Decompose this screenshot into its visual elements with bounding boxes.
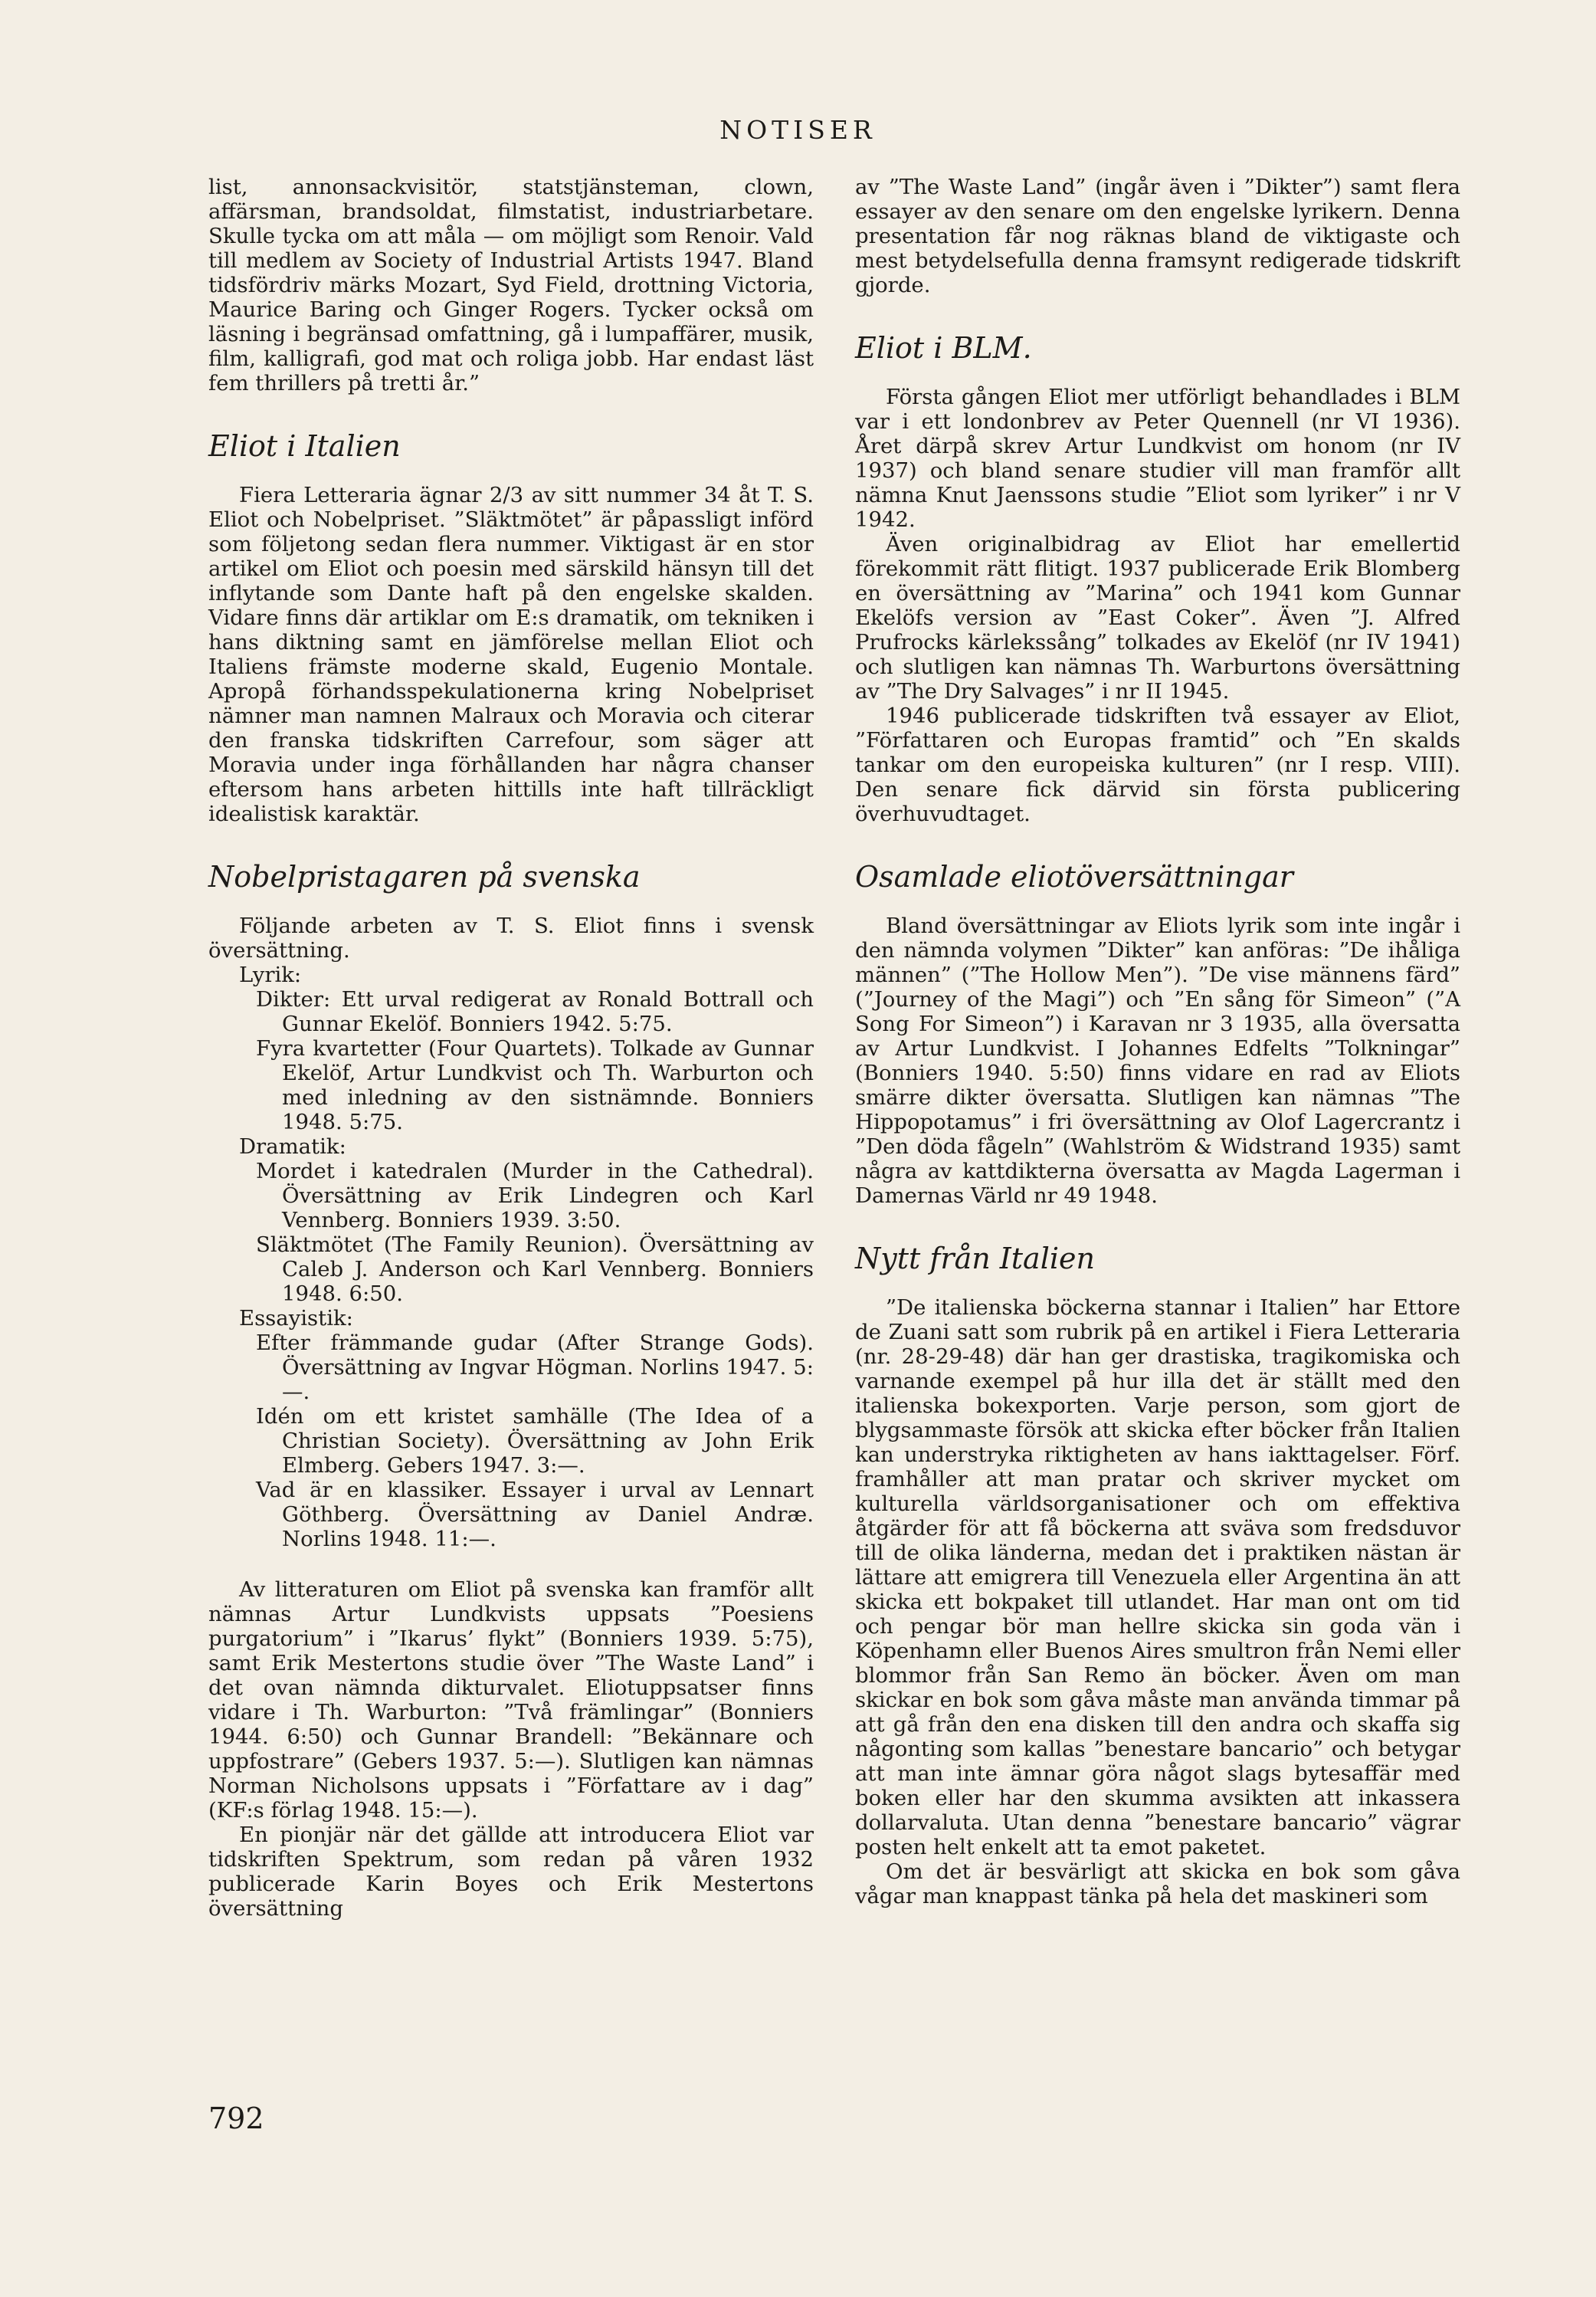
continued-paragraph: av ”The Waste Land” (ingår även i ”Dikter”) samt flera essayer av den senare om den engelske lyrikern. Denna presentation får nog räknas bland de viktigaste och mest betydelsefulla denna framsynt redigerade tidskrift gjorde. bbox=[855, 175, 1460, 297]
dramatik-label: Dramatik: bbox=[239, 1134, 346, 1159]
right-column bbox=[855, 175, 1460, 1908]
lyrik-label: Lyrik: bbox=[239, 963, 302, 987]
heading-nytt-fran-italien: Nytt från Italien bbox=[855, 1242, 1095, 1275]
blm-paragraph-3: 1946 publicerade tidskriften två essayer av Eliot, ”Författaren och Europas framtid” och ”En skalds tankar om den europeiska kulturen” (nr I resp. VIII). Den senare fick därvid sin första publicering överhuvudtaget. bbox=[855, 704, 1460, 826]
bibliography-entry: Dikter: Ett urval redigerat av Ronald Bottrall och Gunnar Ekelöf. Bonniers 1942. 5:75. bbox=[256, 987, 814, 1036]
section-gap bbox=[208, 1551, 814, 1577]
nobel-paragraph: Följande arbeten av T. S. Eliot finns i svensk översättning. bbox=[208, 914, 814, 963]
bibliography-entry: Fyra kvartetter (Four Quartets). Tolkade av Gunnar Ekelöf, Artur Lundkvist och Th. Warburton och med inledning av den sistnämnde. Bonniers 1948. 5:75. bbox=[256, 1036, 814, 1134]
heading-eliot-i-blm: Eliot i BLM. bbox=[855, 331, 1032, 365]
italien-paragraph: Fiera Letteraria ägnar 2/3 av sitt nummer 34 åt T. S. Eliot och Nobelpriset. ”Släktmötet” är påpassligt införd som följetong sedan flera nummer. Viktigast är en stor artikel om Eliot och poesin med särskild hänsyn till det inflytande som Dante haft på den engelske skalden. Vidare finns där artiklar om E:s dramatik, om tekniken i hans diktning samt en jämförelse mellan Eliot och Italiens främste moderne skald, Eugenio Montale. Apropå förhandsspekulationerna kring Nobelpriset nämner man namnen Malraux och Moravia och citerar den franska tidskriften Carrefour, som säger att Moravia under inga förhållanden har några chanser eftersom hans arbeten hittills inte haft tillräckligt idealistisk karaktär. bbox=[208, 483, 814, 826]
running-head: NOTISER bbox=[719, 115, 877, 145]
essayistik-label: Essayistik: bbox=[239, 1306, 353, 1331]
blm-paragraph-1: Första gången Eliot mer utförligt behandlades i BLM var i ett londonbrev av Peter Quennell (nr VI 1936). Året därpå skrev Artur Lundkvist om honom (nr IV 1937) och bland senare studier vill man framför allt nämna Knut Jaenssons studie ”Eliot som lyriker” i nr V 1942. bbox=[855, 385, 1460, 532]
bibliography-entry: Vad är en klassiker. Essayer i urval av Lennart Göthberg. Översättning av Daniel Andræ. Norlins 1948. 11:—. bbox=[256, 1478, 814, 1551]
blm-paragraph-2: Även originalbidrag av Eliot har emellertid förekommit rätt flitigt. 1937 publicerade Erik Blomberg en översättning av ”Marina” och 1941 kom Gunnar Ekelöfs version av ”East Coker”. Även ”J. Alfred Prufrocks kärlekssång” tolkades av Ekelöf (nr IV 1941) och slutligen kan nämnas Th. Warburtons översättning av ”The Dry Salvages” i nr II 1945. bbox=[855, 532, 1460, 704]
intro-paragraph: list, annonsackvisitör, statstjänsteman, clown, affärsman, brandsoldat, filmstatist, industriarbetare. Skulle tycka om att måla — om möjligt som Renoir. Vald till medlem av Society of Industrial Artists 1947. Bland tidsfördriv märks Mozart, Syd Field, drottning Victoria, Maurice Baring och Ginger Rogers. Tycker också om läsning i begränsad omfattning, gå i lumpaffärer, musik, film, kalligrafi, god mat och roliga jobb. Har endast läst fem thrillers på tretti år.” bbox=[208, 175, 814, 395]
osamlade-paragraph: Bland översättningar av Eliots lyrik som inte ingår i den nämnda volymen ”Dikter” kan anföras: ”De ihåliga männen” (”The Hollow Men”). ”De vise männens färd” (”Journey of the Magi”) och ”En sång för Simeon” (”A Song For Simeon”) i Karavan nr 3 1935, alla översatta av Artur Lundkvist. I Johannes Edfelts ”Tolkningar” (Bonniers 1940. 5:50) finns vidare en rad av Eliots smärre dikter översatta. Slutligen kan nämnas ”The Hippopotamus” i fri översättning av Olof Lagercrantz i ”Den döda fågeln” (Wahlström & Widstrand 1935) samt några av kattdikterna översatta av Magda Lagerman i Damernas Värld nr 49 1948. bbox=[855, 914, 1460, 1208]
nytt-paragraph-2: Om det är besvärligt att skicka en bok som gåva vågar man knappast tänka på hela det maskineri som bbox=[855, 1859, 1460, 1908]
pionjar-paragraph: En pionjär när det gällde att introducera Eliot var tidskriften Spektrum, som redan på våren 1932 publicerade Karin Boyes och Erik Mestertons översättning bbox=[208, 1823, 814, 1921]
bibliography-entry: Idén om ett kristet samhälle (The Idea of a Christian Society). Översättning av John Erik Elmberg. Gebers 1947. 3:—. bbox=[256, 1404, 814, 1478]
heading-nobelpristagaren: Nobelpristagaren på svenska bbox=[208, 860, 641, 894]
nytt-paragraph-1: ”De italienska böckerna stannar i Italien” har Ettore de Zuani satt som rubrik på en artikel i Fiera Letteraria (nr. 28-29-48) där han ger drastiska, tragikomiska och varnande exempel på hur illa det är ställt med den italienska bokexporten. Varje person, som gjort de blygsammaste försök att skicka efter böcker från Italien kan understryka riktigheten av hans iakttagelser. Förf. framhåller att man pratar och skriver mycket om kulturella världsorganisationer och om effektiva åtgärder för att få böckerna att sväva som fredsduvor till de olika länderna, medan det i praktiken nästan är lättare att emigrera till Venezuela eller Argentina än att skicka ett bokpaket till utlandet. Har man ont om tid och pengar bör man hellre skicka sin goda vän i Köpenhamn eller Buenos Aires smultron från Nemi eller blommor från San Remo än böcker. Även om man skickar en bok som gåva måste man använda timmar på att gå från den ena disken till den andra och skaffa sig någonting som kallas ”benestare bancario” och betygar att man inte ämnar göra något slags bytesaffär med boken eller har den skumma avsikten att inkassera dollarvaluta. Utan denna ”benestare bancario” vägrar posten helt enkelt att ta emot paketet. bbox=[855, 1295, 1460, 1859]
heading-osamlade: Osamlade eliotöversättningar bbox=[855, 860, 1293, 894]
page-number: 792 bbox=[208, 2102, 264, 2135]
bibliography-entry: Mordet i katedralen (Murder in the Cathedral). Översättning av Erik Lindegren och Karl Vennberg. Bonniers 1939. 3:50. bbox=[256, 1159, 814, 1232]
heading-eliot-i-italien: Eliot i Italien bbox=[208, 429, 401, 463]
bibliography-entry: Efter främmande gudar (After Strange Gods). Översättning av Ingvar Högman. Norlins 1947. 5:—. bbox=[256, 1331, 814, 1404]
bibliography-entry: Släktmötet (The Family Reunion). Översättning av Caleb J. Anderson och Karl Vennberg. Bonniers 1948. 6:50. bbox=[256, 1232, 814, 1306]
litteratur-paragraph: Av litteraturen om Eliot på svenska kan framför allt nämnas Artur Lundkvists uppsats ”Poesiens purgatorium” i ”Ikarus’ flykt” (Bonniers 1939. 5:75), samt Erik Mestertons studie över ”The Waste Land” i det ovan nämnda dikturvalet. Eliotuppsatser finns vidare i Th. Warburton: ”Två främlingar” (Bonniers 1944. 6:50) och Gunnar Brandell: ”Bekännare och uppfostrare” (Gebers 1937. 5:—). Slutligen kan nämnas Norman Nicholsons uppsats i ”Författare av i dag” (KF:s förlag 1948. 15:—). bbox=[208, 1577, 814, 1823]
left-column bbox=[208, 175, 814, 1921]
